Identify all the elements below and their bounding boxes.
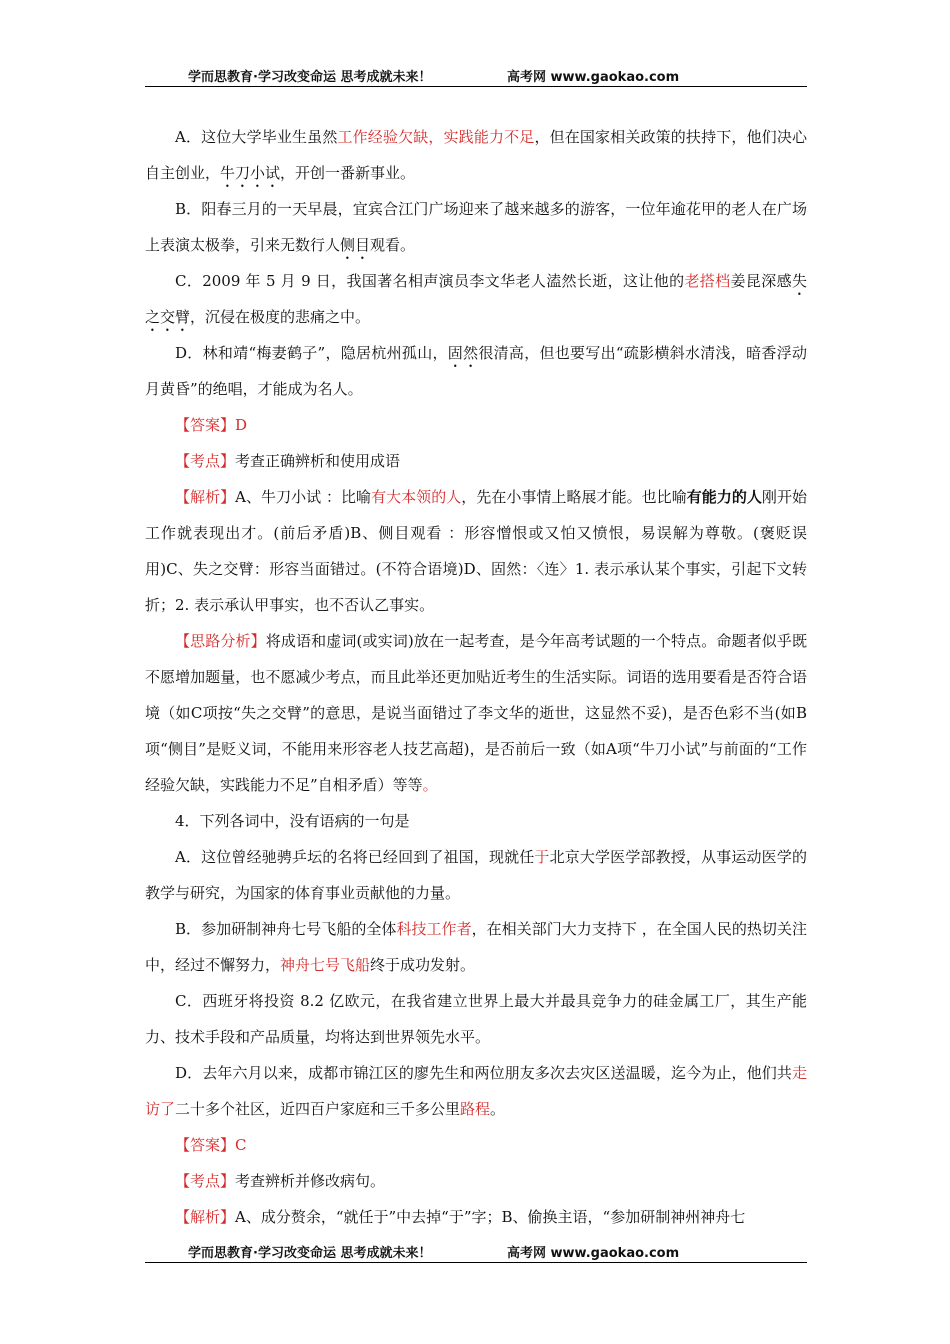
q3-option-c: C．2009 年 5 月 9 日，我国著名相声演员李文华老人溘然长逝，这让他的老搭档姜昆深感失之交臂，沉侵在极度的悲痛之中。 — [145, 272, 807, 326]
q4-answer: 【答案】C — [175, 1136, 247, 1154]
q3-idea-analysis: 【思路分析】将成语和虚词(或实词)放在一起考查，是今年高考试题的一个特点。命题者似乎既不愿增加题量，也不愿减少考点，而且此举还更加贴近考生的生活实际。词语的选用要看是否符合语境（如C项按“失之交臂”的意思，是说当面错过了李文华的逝世，这显然不妥)，是否色彩不当(如B项“侧目”是贬义词，不能用来形容老人技艺高超)，是否前后一致（如A项“牛刀小试”与前面的“工作经验欠缺，实践能力不足”自相矛盾）等等。 — [145, 632, 807, 794]
footer-site: 高考网 www.gaokao.com — [507, 1246, 680, 1261]
q3-option-a: A．这位大学毕业生虽然工作经验欠缺，实践能力不足，但在国家相关政策的扶持下，他们决心自主创业，牛刀小试，开创一番新事业。 — [145, 128, 807, 182]
header-slogan: 学而思教育·学习改变命运 思考成就未来！ — [188, 70, 432, 85]
q4-option-b: B．参加研制神舟七号飞船的全体科技工作者，在相关部门大力支持下 ，在全国人民的热切关注中，经过不懈努力，神舟七号飞船终于成功发射。 — [145, 920, 807, 974]
q4-option-d: D．去年六月以来，成都市锦江区的廖先生和两位朋友多次去灾区送温暖，迄今为止，他们共走访了二十多个社区，近四百户家庭和三千多公里路程。 — [145, 1064, 807, 1118]
q3-option-b: B．阳春三月的一天早晨，宜宾合江门广场迎来了越来越多的游客，一位年逾花甲的老人在广场上表演太极拳，引来无数行人侧目观看。 — [145, 200, 807, 254]
q4-analysis: 【解析】A、成分赘余，“就任于”中去掉“于”字；B、偷换主语，“参加研制神州神舟七 — [175, 1208, 746, 1226]
q3-option-d: D．林和靖“梅妻鹤子”，隐居杭州孤山，固然很清高，但也要写出“疏影横斜水清浅，暗香浮动月黄昏”的绝唱，才能成为名人。 — [145, 344, 807, 398]
footer-slogan: 学而思教育·学习改变命运 思考成就未来！ — [188, 1246, 432, 1261]
q4-stem: 4．下列各词中，没有语病的一句是 — [175, 812, 410, 830]
q3-answer: 【答案】D — [175, 416, 248, 434]
q4-point: 【考点】考查辨析并修改病句。 — [175, 1172, 386, 1190]
document-body — [145, 119, 807, 1235]
q4-option-c: C．西班牙将投资 8.2 亿欧元，在我省建立世界上最大并最具竞争力的硅金属工厂，其生产能力、技术手段和产品质量，均将达到世界领先水平。 — [145, 992, 807, 1046]
page-footer — [145, 1242, 807, 1262]
header-site: 高考网 www.gaokao.com — [507, 70, 680, 85]
page-header — [145, 66, 807, 86]
header-rule — [145, 86, 807, 87]
q3-analysis: 【解析】A、牛刀小试 ：比喻有大本领的人，先在小事情上略展才能。也比喻有能力的人刚开始工作就表现出才。(前后矛盾)B、侧目观看 ：形容憎恨或又怕又愤恨，易误解为尊敬。(褒贬误用)C、失之交臂：形容当面错过。(不符合语境)D、固然：〈连〉1. 表示承认某个事实，引起下文转折；2. 表示承认甲事实，也不否认乙事实。 — [145, 488, 807, 614]
q3-point: 【考点】考查正确辨析和使用成语 — [175, 452, 401, 470]
footer-rule — [145, 1262, 807, 1263]
q4-option-a: A．这位曾经驰骋乒坛的名将已经回到了祖国，现就任于北京大学医学部教授，从事运动医学的教学与研究，为国家的体育事业贡献他的力量。 — [145, 848, 807, 902]
